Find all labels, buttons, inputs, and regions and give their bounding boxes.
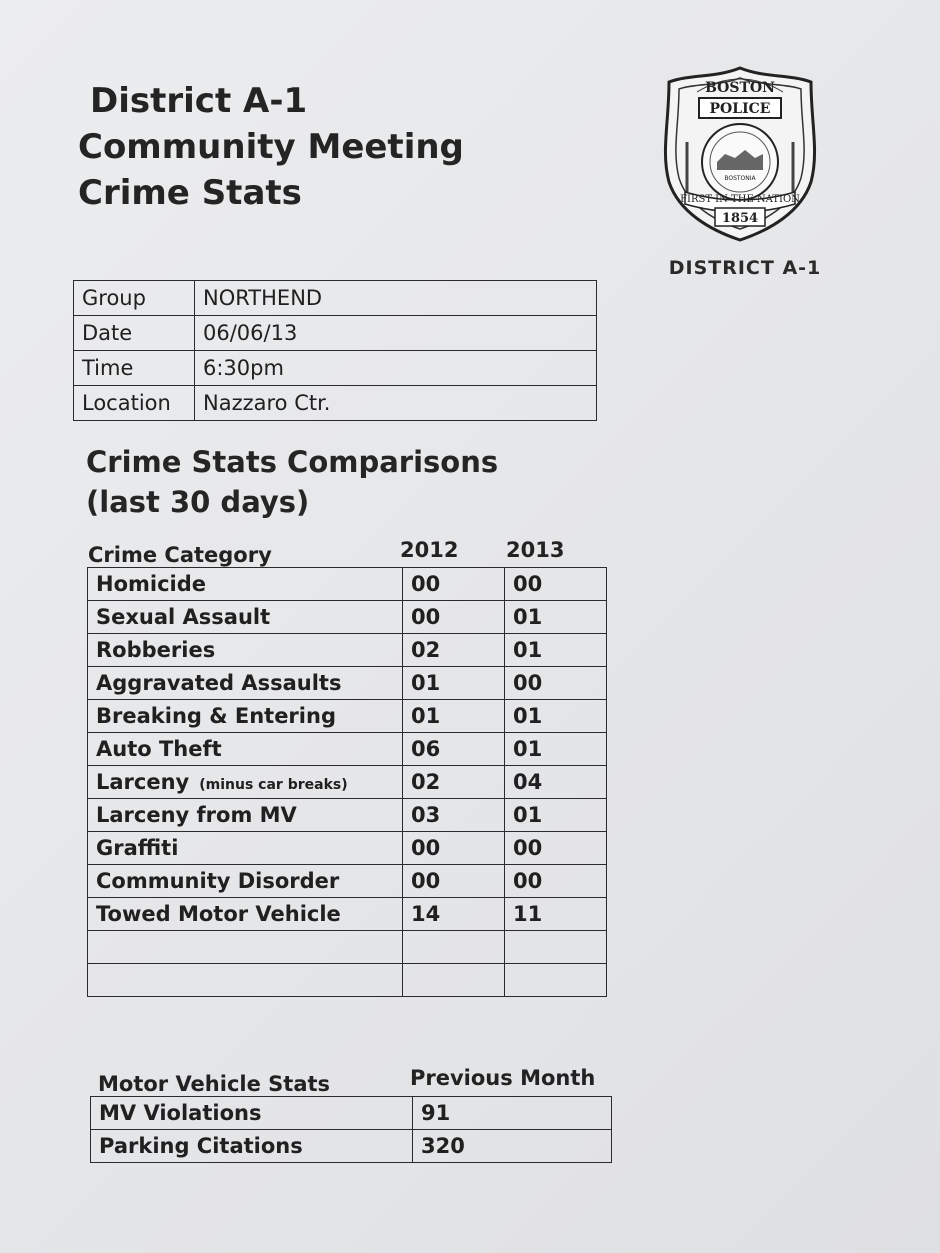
count-2012: 02	[403, 766, 505, 799]
crime-category-label: Graffiti	[96, 836, 179, 860]
info-value: NORTHEND	[195, 281, 597, 316]
crime-stats-table	[87, 567, 607, 997]
year-header-2012: 2012	[400, 538, 459, 562]
info-value: Nazzaro Ctr.	[195, 386, 597, 421]
count-2012: 03	[403, 799, 505, 832]
info-label: Time	[74, 351, 195, 386]
svg-text:FIRST IN THE NATION: FIRST IN THE NATION	[680, 194, 800, 205]
crime-category-cell	[88, 634, 403, 667]
crime-category-cell	[88, 766, 403, 799]
table-row	[88, 634, 607, 667]
crime-category-cell	[88, 964, 403, 997]
comparison-title: Crime Stats Comparisons	[86, 445, 499, 479]
year-header-2013: 2013	[506, 538, 565, 562]
count-2013: 01	[505, 799, 607, 832]
count-2013: 01	[505, 733, 607, 766]
table-row	[88, 667, 607, 700]
count-2013: 04	[505, 766, 607, 799]
svg-text:POLICE: POLICE	[709, 101, 771, 117]
boston-police-badge	[655, 62, 825, 279]
table-row	[88, 799, 607, 832]
table-row	[74, 351, 597, 386]
svg-text:BOSTON: BOSTON	[705, 80, 775, 96]
count-2012: 00	[403, 832, 505, 865]
count-2012: 00	[403, 865, 505, 898]
count-2012: 06	[403, 733, 505, 766]
crime-category-label: Robberies	[96, 638, 216, 662]
comparison-heading	[86, 442, 498, 522]
count-2012: 01	[403, 700, 505, 733]
crime-category-note: (minus car breaks)	[199, 777, 348, 793]
mv-stats-header: Motor Vehicle Stats	[98, 1072, 331, 1096]
crime-category-label: Homicide	[96, 572, 207, 596]
crime-category-label: Breaking & Entering	[96, 704, 336, 728]
crime-category-cell	[88, 931, 403, 964]
crime-category-cell	[88, 601, 403, 634]
previous-month-header: Previous Month	[410, 1066, 596, 1090]
table-row	[91, 1130, 612, 1163]
table-row	[88, 931, 607, 964]
count-2012: 00	[403, 568, 505, 601]
crime-category-label: Larceny from MV	[96, 803, 297, 827]
count-2012: 02	[403, 634, 505, 667]
badge-caption: DISTRICT A-1	[668, 257, 822, 279]
crime-category-label: Sexual Assault	[96, 605, 271, 629]
count-2013: 01	[505, 634, 607, 667]
crime-category-cell	[88, 667, 403, 700]
count-2012: 00	[403, 601, 505, 634]
page-title	[78, 78, 464, 216]
count-2013: 00	[505, 832, 607, 865]
crime-category-cell	[88, 799, 403, 832]
table-row	[88, 832, 607, 865]
table-row	[88, 766, 607, 799]
table-row	[74, 281, 597, 316]
info-label: Location	[74, 386, 195, 421]
crime-category-cell	[88, 700, 403, 733]
crime-category-label: Larceny	[96, 770, 190, 794]
count-2012	[403, 931, 505, 964]
table-row	[88, 898, 607, 931]
count-2013: 11	[505, 898, 607, 931]
crime-category-label: Auto Theft	[96, 737, 222, 761]
crime-category-cell	[88, 733, 403, 766]
count-2013: 01	[505, 700, 607, 733]
mv-stat-label: Parking Citations	[91, 1130, 413, 1163]
info-label: Group	[74, 281, 195, 316]
crime-category-cell	[88, 865, 403, 898]
svg-text:BOSTONIA: BOSTONIA	[724, 175, 756, 182]
comparison-subtitle: (last 30 days)	[86, 485, 310, 519]
info-value: 06/06/13	[195, 316, 597, 351]
info-label: Date	[74, 316, 195, 351]
mv-stat-value: 91	[413, 1097, 612, 1130]
crime-category-header: Crime Category	[88, 543, 272, 567]
info-value: 6:30pm	[195, 351, 597, 386]
crime-category-cell	[88, 832, 403, 865]
title-line: District A-1	[90, 81, 308, 121]
count-2012	[403, 964, 505, 997]
police-badge-icon	[655, 62, 825, 242]
meeting-info-table	[73, 280, 597, 421]
count-2013	[505, 964, 607, 997]
title-line: Community Meeting	[78, 127, 464, 167]
table-row	[74, 386, 597, 421]
count-2013: 00	[505, 568, 607, 601]
count-2013: 00	[505, 667, 607, 700]
table-row	[88, 964, 607, 997]
crime-category-label: Aggravated Assaults	[96, 671, 342, 695]
count-2013: 01	[505, 601, 607, 634]
crime-category-label: Community Disorder	[96, 869, 340, 893]
table-row	[88, 601, 607, 634]
crime-category-cell	[88, 568, 403, 601]
svg-text:1854: 1854	[721, 211, 759, 226]
count-2012: 01	[403, 667, 505, 700]
table-row	[88, 865, 607, 898]
motor-vehicle-stats-table	[90, 1096, 612, 1163]
mv-stat-value: 320	[413, 1130, 612, 1163]
title-line: Crime Stats	[78, 173, 302, 213]
count-2013	[505, 931, 607, 964]
table-row	[91, 1097, 612, 1130]
mv-stat-label: MV Violations	[91, 1097, 413, 1130]
table-row	[74, 316, 597, 351]
count-2013: 00	[505, 865, 607, 898]
table-row	[88, 700, 607, 733]
crime-category-label: Towed Motor Vehicle	[96, 902, 341, 926]
table-row	[88, 568, 607, 601]
table-row	[88, 733, 607, 766]
count-2012: 14	[403, 898, 505, 931]
crime-category-cell	[88, 898, 403, 931]
